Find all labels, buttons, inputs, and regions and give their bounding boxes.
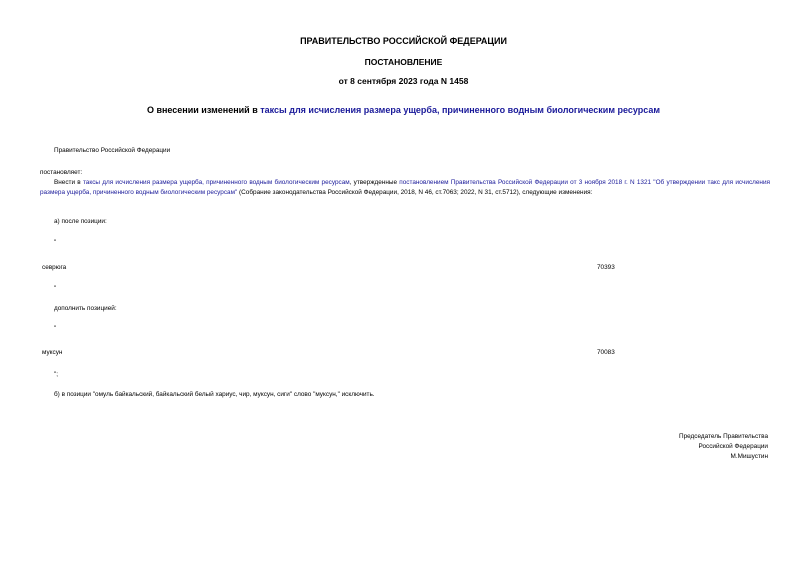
quote-close-1: ": [54, 285, 57, 292]
title-prefix: О внесении изменений в: [146, 105, 261, 115]
document-type: ПОСТАНОВЛЕНИЕ: [364, 57, 443, 67]
signature-title: Председатель Правительства: [679, 433, 768, 440]
para-mid: , утвержденные: [349, 179, 400, 186]
item-a: а) после позиции:: [54, 218, 107, 225]
document-date-number: от 8 сентября 2023 года N 1458: [338, 76, 469, 86]
para-intro: Внести в: [54, 179, 83, 186]
signature-name: М.Мишустин: [730, 453, 768, 460]
add-position: дополнить позицией:: [54, 305, 117, 312]
signature-org: Российской Федерации: [698, 443, 768, 450]
para-end: (Собрание законодательства Российской Федерации, 2018, N 46, ст.7063; 2022, N 31, ст.5712), следующие изменения:: [237, 189, 593, 196]
issuer-heading: ПРАВИТЕЛЬСТВО РОССИЙСКОЙ ФЕДЕРАЦИИ: [300, 36, 507, 46]
decides: постановляет:: [40, 169, 83, 176]
rates-link[interactable]: таксы для исчисления размера ущерба, причиненного водным биологическим ресурсам: [82, 179, 350, 186]
quote-open-2: ": [54, 325, 57, 332]
main-paragraph: [40, 178, 770, 198]
quote-close-2: ";: [54, 371, 59, 378]
document-title: [0, 105, 807, 115]
quote-open-1: ": [54, 239, 57, 246]
item-b: б) в позиции "омуль байкальский, байкальский белый хариус, чир, муксун, сиги" слово "муксун," исключить.: [54, 391, 375, 398]
row-muksun-name: муксун: [42, 349, 63, 356]
row-sevryuga-value: 70393: [597, 264, 615, 271]
title-link[interactable]: таксы для исчисления размера ущерба, причиненного водным биологическим ресурсам: [260, 105, 661, 115]
row-sevryuga-name: севрюга: [42, 264, 67, 271]
resolution-link[interactable]: постановлением Правительства Российской Федерации от 3 ноября 2018 г. N 1321 "Об утверждении такс для исчисления размера ущерба, причиненного водным биологическим ресурсам": [40, 179, 770, 196]
preamble: Правительство Российской Федерации: [54, 147, 171, 154]
row-muksun-value: 70083: [597, 349, 615, 356]
